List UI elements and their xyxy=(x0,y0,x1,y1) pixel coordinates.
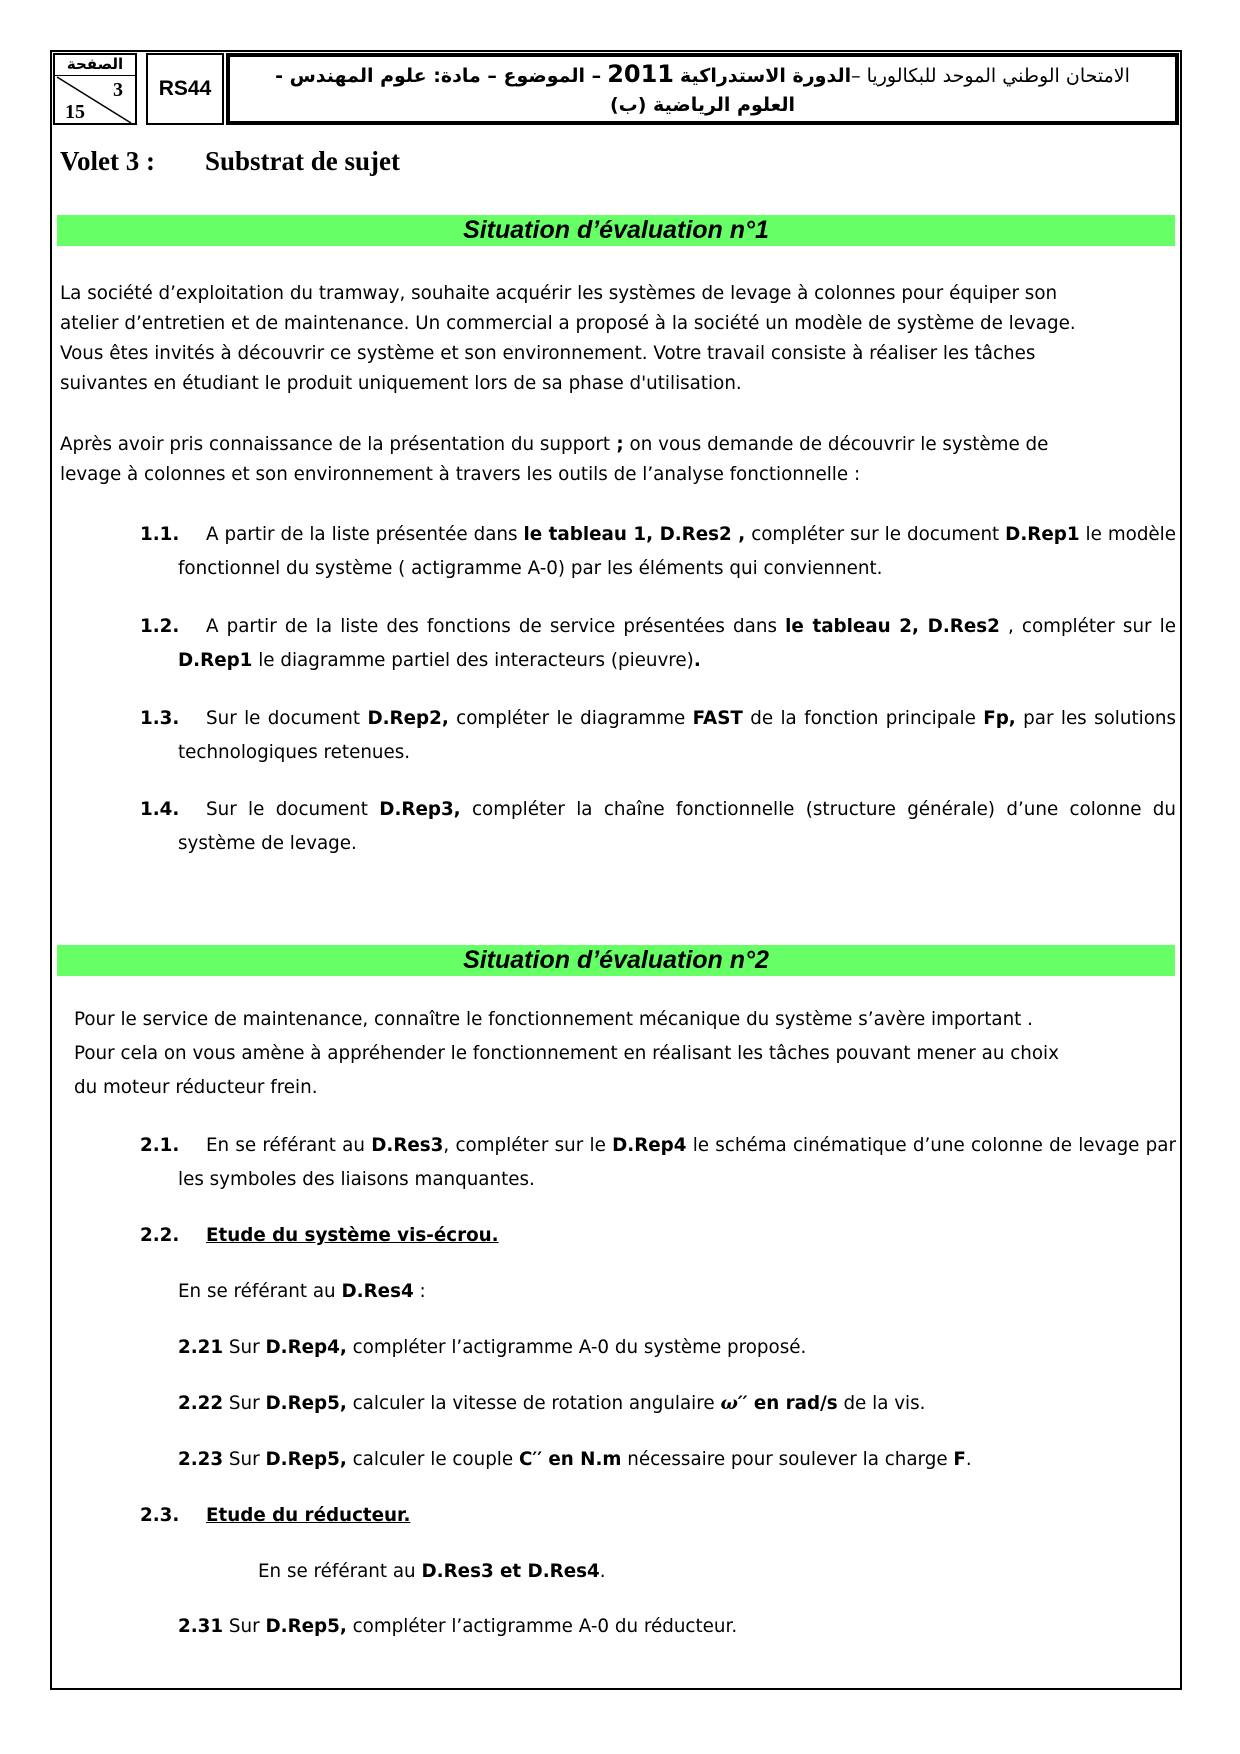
page-label: الصفحة xyxy=(55,55,135,76)
question-2-2: 2.2. Etude du système vis-écrou. xyxy=(140,1225,499,1246)
situation2-banner: Situation d’évaluation n°2 xyxy=(57,945,1175,976)
volet-label: Volet 3 : xyxy=(60,146,155,176)
situation1-banner: Situation d’évaluation n°1 xyxy=(57,215,1175,246)
s1-intro-line3: Vous êtes invités à découvrir ce système et son environnement. Votre travail consiste à réaliser les tâches xyxy=(60,343,1036,364)
page-number: 3 xyxy=(113,79,123,101)
title-part1: الامتحان الوطني الموحد للبكالوريا – xyxy=(851,65,1130,87)
volet-subtitle: Substrat de sujet xyxy=(205,146,401,176)
question-2-22: 2.22 Sur D.Rep5, calculer la vitesse de rotation angulaire ω′′ en rad/s de la vis. xyxy=(178,1393,926,1414)
question-2-23: 2.23 Sur D.Rep5, calculer le couple C′′ en N.m nécessaire pour soulever la charge F. xyxy=(178,1449,972,1470)
question-1-4: 1.4. Sur le document D.Rep3, compléter la chaîne fonctionnelle (structure générale) d’une colonne du système de levage. xyxy=(140,799,1176,854)
title-session: الدورة الاستدراكية xyxy=(680,65,852,87)
s1-intro-line2: atelier d’entretien et de maintenance. Un commercial a proposé à la société un modèle de système de levage. xyxy=(60,313,1076,334)
question-1-2: 1.2. A partir de la liste des fonctions de service présentées dans le tableau 2, D.Res2 , compléter sur le D.Rep1 le diagramme partiel des interacteurs (pieuvre). xyxy=(140,616,1176,671)
page-total: 15 xyxy=(65,101,85,123)
question-2-31: 2.31 Sur D.Rep5, compléter l’actigramme A-0 du réducteur. xyxy=(178,1616,738,1637)
exam-code: RS44 xyxy=(146,53,224,125)
s2-intro-line3: du moteur réducteur frein. xyxy=(74,1077,318,1098)
title-branch: العلوم الرياضية (ب) xyxy=(609,94,796,116)
s1-intro2-line1: Après avoir pris connaissance de la présentation du support ; on vous demande de découvrir le système de xyxy=(60,434,1049,455)
question-1-3: 1.3. Sur le document D.Rep2, compléter le diagramme FAST de la fonction principale Fp, par les solutions technologiques retenues. xyxy=(140,708,1177,763)
q22-reference: En se référant au D.Res4 : xyxy=(178,1281,426,1302)
question-2-1: 2.1. En se référant au D.Res3, compléter sur le D.Rep4 le schéma cinématique d’une colonne de levage par les symboles des liaisons manquantes. xyxy=(140,1135,1176,1190)
title-part2: – الموضوع – مادة: علوم المهندس - xyxy=(275,65,602,87)
s2-intro-line1: Pour le service de maintenance, connaître le fonctionnement mécanique du système s’avère important . xyxy=(74,1009,1033,1030)
s1-intro2-line2: levage à colonnes et son environnement à travers les outils de l’analyse fonctionnelle : xyxy=(60,464,861,485)
q23-reference: En se référant au D.Res3 et D.Res4. xyxy=(258,1561,606,1582)
s2-intro-line2: Pour cela on vous amène à appréhender le fonctionnement en réalisant les tâches pouvant mener au choix xyxy=(74,1043,1059,1064)
exam-title xyxy=(226,53,1179,125)
page-number-box xyxy=(53,53,137,125)
volet-heading xyxy=(60,146,401,177)
question-2-21: 2.21 Sur D.Rep4, compléter l’actigramme A-0 du système proposé. xyxy=(178,1337,807,1358)
title-year: 2011 xyxy=(607,60,674,88)
question-2-3: 2.3. Etude du réducteur. xyxy=(140,1505,411,1526)
s1-intro-line4: suivantes en étudiant le produit uniquement lors de sa phase d'utilisation. xyxy=(60,373,742,394)
s1-intro-line1: La société d’exploitation du tramway, souhaite acquérir les systèmes de levage à colonnes pour équiper son xyxy=(60,283,1058,304)
question-1-1: 1.1. A partir de la liste présentée dans le tableau 1, D.Res2 , compléter sur le document D.Rep1 le modèle fonctionnel du système ( actigramme A-0) par les éléments qui conviennent. xyxy=(140,524,1177,579)
